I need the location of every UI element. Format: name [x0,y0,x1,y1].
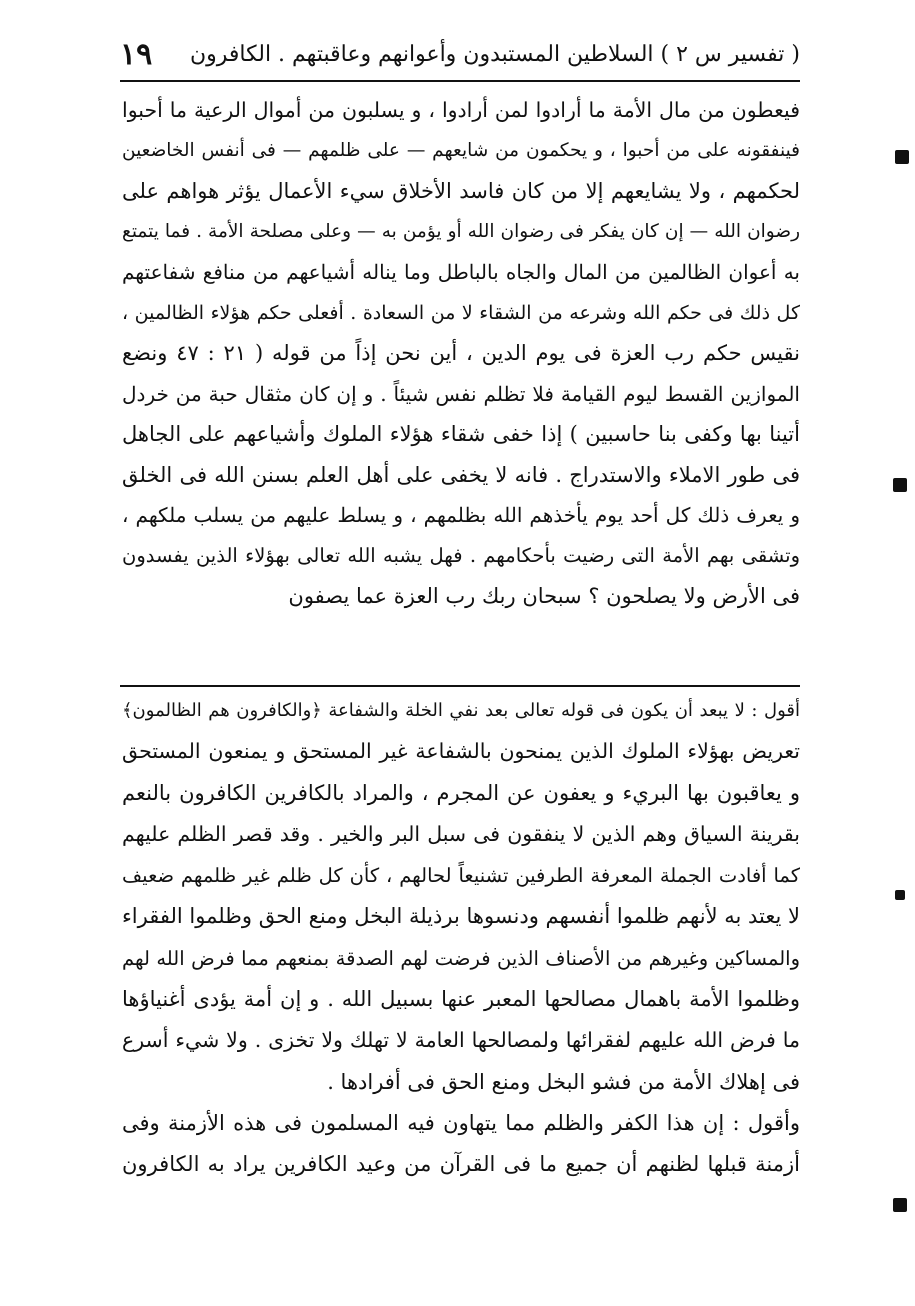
section-divider-rule [120,685,800,687]
commentary-line: ما فرض الله عليهم لفقرائها ولمصالحها العامة لا تهلك ولا تخزى . ولا شيء أسرع [122,1028,800,1053]
commentary-line: كما أفادت الجملة المعرفة الطرفين تشنيعاً لحالهم ، كأن كل ظلم غير ظلمهم ضعيف [122,864,800,888]
commentary-line: وظلموا الأمة باهمال مصالحها المعبر عنها بسبيل الله . و إن أمة يؤدى أغنياؤها [122,987,800,1012]
scan-margin-mark [895,890,905,900]
main-text-line: لحكمهم ، ولا يشايعهم إلا من كان فاسد الأخلاق سيء الأعمال يؤثر هواهم على [122,179,800,203]
main-text-line: فيعطون من مال الأمة ما أرادوا لمن أرادوا ، و يسلبون من أموال الرعية ما أحبوا [122,98,800,122]
commentary-line: وأقول : إن هذا الكفر والظلم مما يتهاون فيه المسلمون فى هذه الأزمنة وفى [122,1110,800,1135]
commentary-line: تعريض بهؤلاء الملوك الذين يمنحون بالشفاعة غير المستحق و يمنعون المستحق [122,739,800,764]
main-text-line: به أعوان الظالمين من المال والجاه بالباطل وما يناله أشياعهم من منافع شفاعتهم [122,260,800,284]
main-text-line: وتشقى بهم الأمة التى رضيت بأحكامهم . فهل يشبه الله تعالى بهؤلاء الذين يفسدون [122,543,800,567]
commentary-line: فى إهلاك الأمة من فشو البخل ومنع الحق فى أفرادها . [327,1069,800,1094]
main-text-line: فينفقونه على من أحبوا ، و يحكمون من شايعهم — على ظلمهم — فى أنفس الخاضعين [122,139,800,161]
commentary-text-block [122,690,800,1186]
scan-margin-mark [895,150,909,164]
commentary-line: أزمنة قبلها لظنهم أن جميع ما فى القرآن من وعيد الكافرين يراد به الكافرون [122,1152,800,1177]
header-rule [120,80,800,82]
running-head-title: ( تفسير س ٢ ) السلاطين المستبدون وأعوانهم وعاقبتهم . الكافرون [189,41,800,67]
main-text-line: و يعرف ذلك كل أحد يوم يأخذهم الله بظلمهم ، و يسلط عليهم من يسلب ملكهم ، [122,503,800,527]
commentary-line: أقول : لا يبعد أن يكون فى قوله تعالى بعد نفي الخلة والشفاعة ﴿والكافرون هم الظالمون﴾ [122,700,800,721]
scan-margin-mark [893,1198,907,1212]
scan-margin-mark [893,478,907,492]
commentary-line: و يعاقبون بها البريء و يعفون عن المجرم ، والمراد بالكافرين الكافرون بالنعم [122,780,800,805]
main-text-line: الموازين القسط ليوم القيامة فلا تظلم نفس شيئاً . و إن كان مثقال حبة من خردل [122,381,800,406]
main-text-line: نقيس حكم رب العزة فى يوم الدين ، أين نحن إذاً من قوله ( ٢١ : ٤٧ ونضع [122,341,800,365]
main-text-line: كل ذلك فى حكم الله وشرعه من الشقاء لا من السعادة . أفعلى حكم هؤلاء الظالمين ، [122,301,800,324]
main-text-line: رضوان الله — إن كان يفكر فى رضوان الله أو يؤمن به — وعلى مصلحة الأمة . فما يتمتع [122,220,800,242]
page-number: ١٩ [120,36,153,72]
main-text-block [122,90,800,617]
commentary-line: بقرينة السياق وهم الذين لا ينفقون فى سبل البر والخير . وقد قصر الظلم عليهم [122,821,800,846]
main-text-line: أتينا بها وكفى بنا حاسبين ) إذا خفى شقاء هؤلاء الملوك وأشياعهم على الجاهل [122,422,800,446]
main-text-line: فى الأرض ولا يصلحون ؟ سبحان ربك رب العزة عما يصفون [288,584,800,608]
commentary-line: لا يعتد به لأنهم ظلموا أنفسهم ودنسوها برذيلة البخل ومنع الحق وظلموا الفقراء [122,904,800,929]
commentary-line: والمساكين وغيرهم من الأصناف الذين فرضت لهم الصدقة بمنعهم مما فرض الله لهم [122,946,800,970]
running-head [120,30,800,78]
main-text-line: فى طور الاملاء والاستدراج . فانه لا يخفى على أهل العلم بسنن الله فى الخلق [122,462,800,487]
